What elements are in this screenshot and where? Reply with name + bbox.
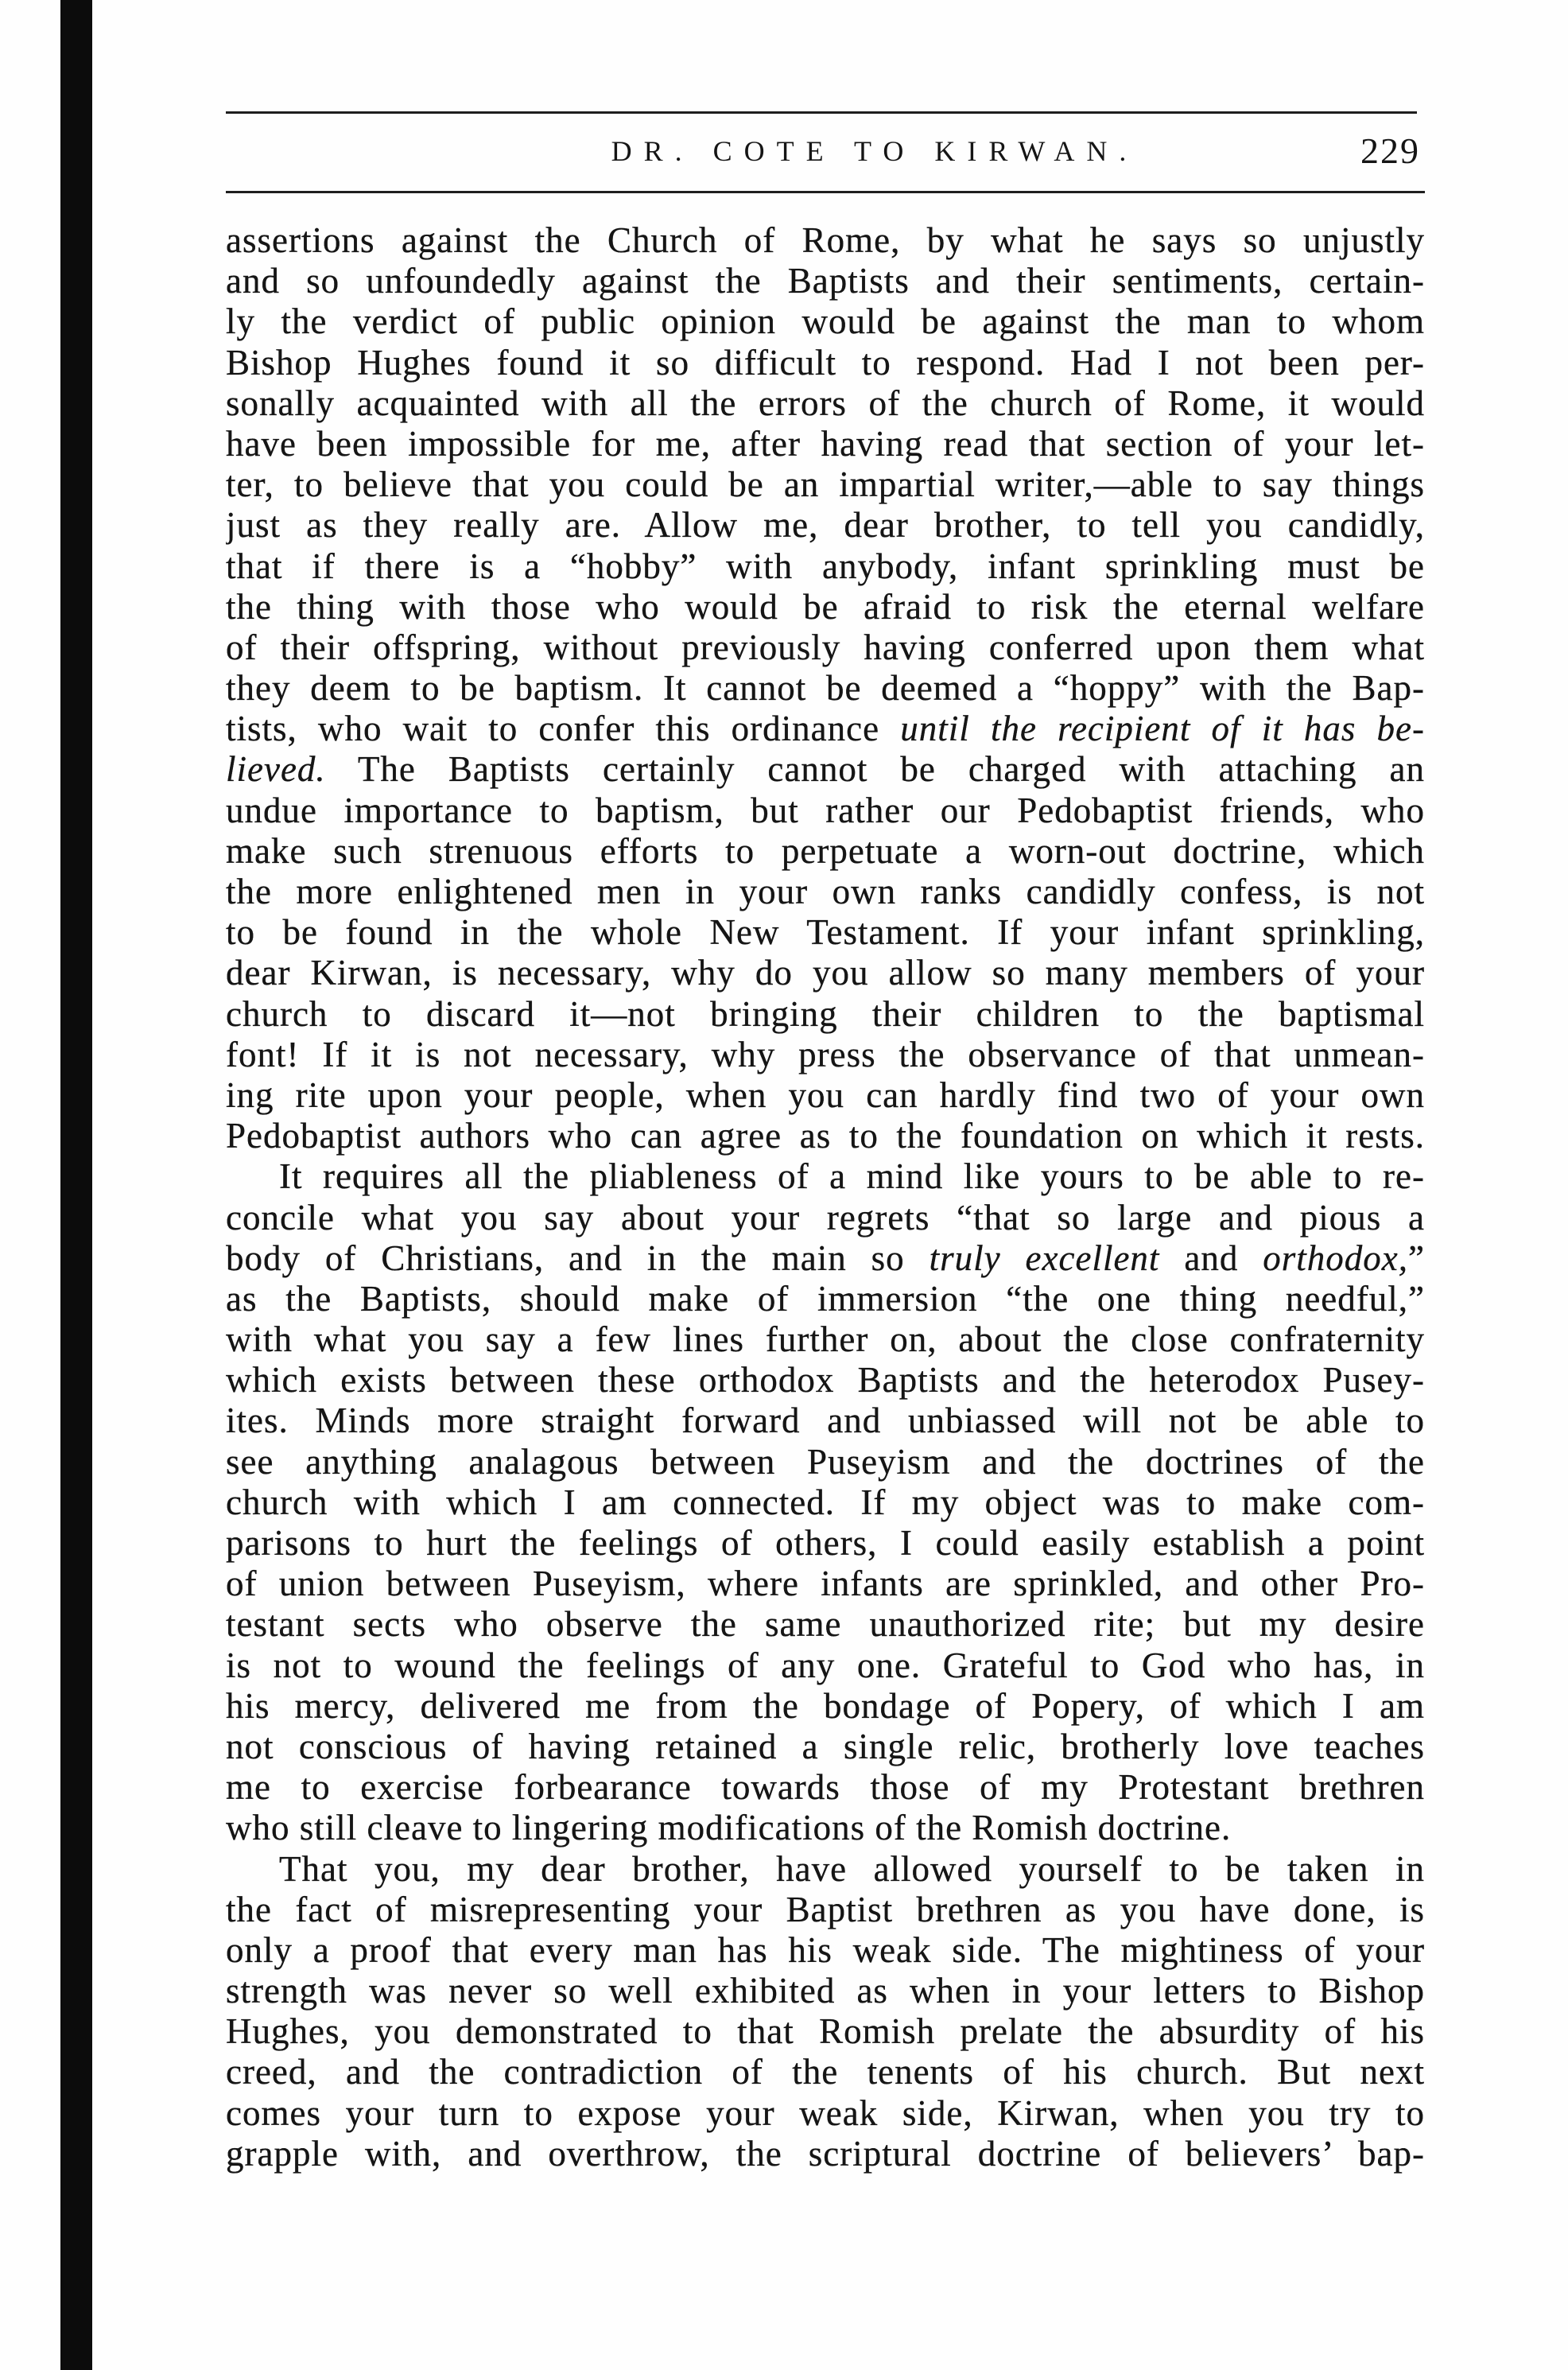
text-line: undue importance to baptism, but rather our Pedobaptist friends, who [226,790,1425,830]
text-line: of their offspring, without previously having conferred upon them what [226,627,1425,667]
header-rule-bottom [226,191,1425,193]
text-segment: The Baptists certainly cannot be charged with attaching an [357,749,1425,790]
text-line: Pedobaptist authors who can agree as to the foundation on which it rests. [226,1116,1425,1156]
text-segment: tists, who wait to confer this ordinance [226,709,880,749]
text-line: strength was never so well exhibited as when in your letters to Bishop [226,1971,1425,2011]
italic-text: lieved. [226,749,326,790]
text-line: church with which I am connected. If my object was to make com- [226,1482,1425,1522]
text-line: Hughes, you demonstrated to that Romish prelate the absurdity of his [226,2011,1425,2052]
text-line: the fact of misrepresenting your Baptist brethren as you have done, is [226,1889,1425,1929]
text-segment: and [1184,1237,1239,1278]
text-line: the more enlightened men in your own ranks candidly confess, is not [226,872,1425,911]
text-line: is not to wound the feelings of any one. Grateful to God who has, in [226,1645,1425,1685]
text-line: grapple with, and overthrow, the scriptural doctrine of believers’ bap- [226,2133,1425,2174]
text-segment: body of Christians, and in the main so [226,1237,905,1278]
text-line: as the Baptists, should make of immersion “the one thing needful,” [226,1278,1425,1319]
text-line: font! If it is not necessary, why press the observance of that unmean- [226,1034,1425,1074]
text-line: of union between Puseyism, where infants are sprinkled, and other Pro- [226,1564,1425,1604]
text-line: church to discard it—not bringing their children to the baptismal [226,993,1425,1034]
text-line: just as they really are. Allow me, dear brother, to tell you candidly, [226,505,1425,546]
text-line [226,709,1425,749]
header-rule-top [226,111,1417,114]
text-line: comes your turn to expose your weak side, Kirwan, when you try to [226,2092,1425,2133]
text-line: and so unfoundedly against the Baptists and their sentiments, certain- [226,261,1425,301]
text-line: which exists between these orthodox Baptists and the heterodox Pusey- [226,1360,1425,1401]
text-line: ing rite upon your people, when you can hardly find two of your own [226,1074,1425,1115]
text-line: sonally acquainted with all the errors of the church of Rome, it would [226,383,1425,423]
text-line: That you, my dear brother, have allowed yourself to be taken in [279,1848,1425,1889]
text-line: make such strenuous efforts to perpetuate a worn-out doctrine, which [226,830,1425,871]
text-line: me to exercise forbearance towards those of my Protestant brethren [226,1767,1425,1808]
text-line: concile what you say about your regrets “that so large and pious a [226,1197,1425,1237]
text-line: see anything analagous between Puseyism and the doctrines of the [226,1441,1425,1482]
binding-shadow [60,0,92,2370]
text-line: assertions against the Church of Rome, by what he says so unjustly [226,220,1425,260]
text-line: the thing with those who would be afraid to risk the eternal welfare [226,586,1425,627]
text-line: Bishop Hughes found it so difficult to respond. Had I not been per- [226,342,1425,383]
text-line: testant sects who observe the same unauthorized rite; but my desire [226,1604,1425,1645]
paragraph [226,220,1425,1156]
italic-text: truly excellent [929,1237,1160,1278]
text-line: not conscious of having retained a single relic, brotherly love teaches [226,1726,1425,1766]
italic-text: until the recipient of it has be- [900,709,1425,749]
body-text [226,220,1425,2174]
text-line: ter, to believe that you could be an impartial writer,—able to say things [226,464,1425,505]
text-line [226,1238,1425,1279]
text-line: dear Kirwan, is necessary, why do you allow so many members of your [226,953,1425,993]
page-number: 229 [1360,130,1420,171]
text-line: who still cleave to lingering modifications of the Romish doctrine. [226,1808,1232,1848]
text-segment: ” [1408,1237,1425,1278]
text-line: have been impossible for me, after having read that section of your let- [226,423,1425,464]
italic-text: orthodox, [1263,1237,1409,1278]
text-line: they deem to be baptism. It cannot be deemed a “hoppy” with the Bap- [226,668,1425,709]
text-line: It requires all the pliableness of a mind like yours to be able to re- [279,1156,1425,1197]
text-line: with what you say a few lines further on, about the close confraternity [226,1319,1425,1360]
running-head: DR. COTE TO KIRWAN. [611,135,1139,167]
text-line [226,749,1425,790]
paragraph [226,1156,1425,1848]
text-line: creed, and the contradiction of the tenents of his church. But next [226,2052,1425,2092]
text-line: to be found in the whole New Testament. If your infant sprinkling, [226,912,1425,953]
text-line: only a proof that every man has his weak side. The mightiness of your [226,1929,1425,1970]
text-line: ites. Minds more straight forward and unbiassed will not be able to [226,1401,1425,1441]
text-line: ly the verdict of public opinion would be against the man to whom [226,301,1425,342]
text-line: that if there is a “hobby” with anybody, infant sprinkling must be [226,546,1425,586]
text-line: parisons to hurt the feelings of others, I could easily establish a point [226,1523,1425,1563]
text-line: his mercy, delivered me from the bondage of Popery, of which I am [226,1685,1425,1726]
paragraph [226,1849,1425,2175]
